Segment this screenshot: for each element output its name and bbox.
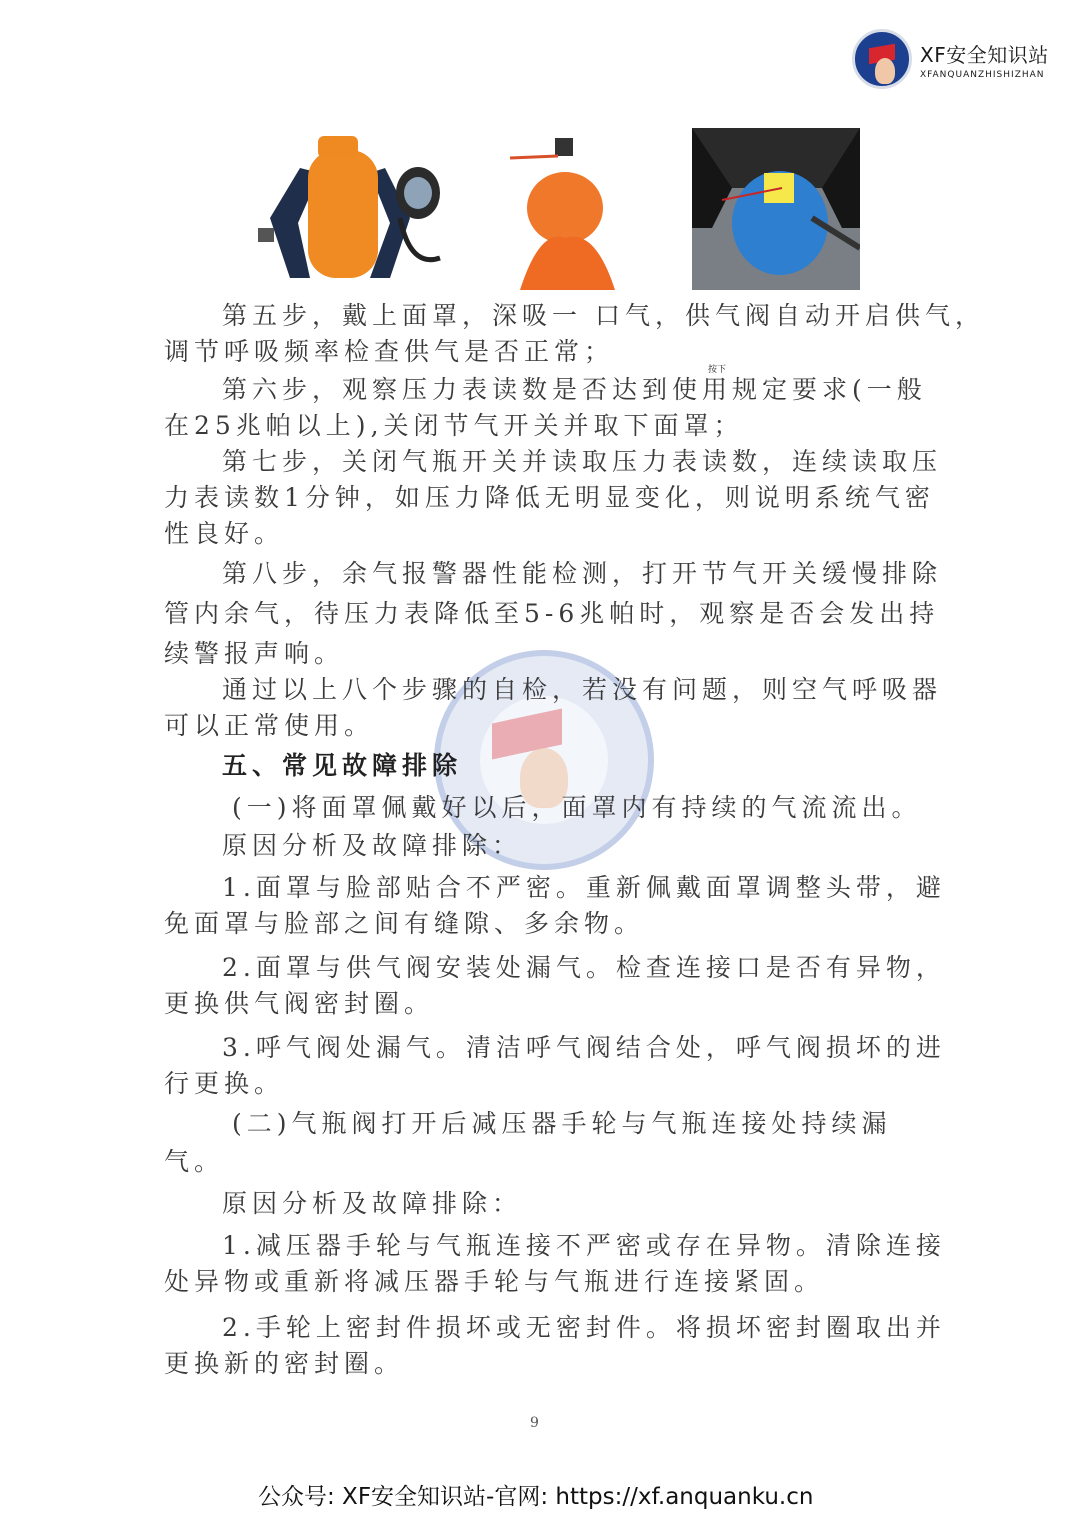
step6-line1: 第六步，观察压力表读数是否达到使用规定要求(一般 [222, 375, 927, 404]
site-logo [852, 28, 1049, 90]
fault1-item1-line1: 1.面罩与脸部贴合不严密。重新佩戴面罩调整头带，避 [222, 873, 946, 902]
step8-line1: 第八步，余气报警器性能检测，打开节气开关缓慢排除 [222, 559, 943, 588]
footer-text: 公众号: XF安全知识站-官网: https://xf.anquanku.cn [258, 1484, 814, 1510]
fault1-item2-line1: 2.面罩与供气阀安装处漏气。检查连接口是否有异物， [222, 953, 946, 982]
cylinder-bag-photo [500, 128, 630, 290]
step7-line2: 力表读数1分钟，如压力降低无明显变化，则说明系统气密 [164, 483, 935, 512]
fault2-title-line1: (二)气瓶阀打开后减压器手轮与气瓶连接处持续漏 [232, 1109, 892, 1138]
step6-line2: 在25兆帕以上),关闭节气开关并取下面罩； [164, 411, 744, 440]
logo-subtitle: XFANQUANZHISHIZHAN [920, 69, 1045, 80]
fault2-item1-line2: 处异物或重新将减压器手轮与气瓶进行连接紧固。 [164, 1267, 825, 1296]
fault2-item1-line1: 1.减压器手轮与气瓶连接不严密或存在异物。清除连接 [222, 1231, 946, 1260]
step5-line2: 调节呼吸频率检查供气是否正常； [164, 337, 615, 366]
step7-line1: 第七步，关闭气瓶开关并读取压力表读数，连续读取压 [222, 447, 943, 476]
fault2-title-line2: 气。 [164, 1147, 225, 1176]
step5-line1: 第五步，戴上面罩，深吸一 口气，供气阀自动开启供气， [222, 301, 985, 330]
fault1-item3-line2: 行更换。 [164, 1069, 285, 1098]
fault2-item2-line2: 更换新的密封圈。 [164, 1349, 405, 1378]
logo-badge-icon [852, 29, 912, 89]
step8-line3: 续警报声响。 [164, 639, 345, 668]
fault2-analysis: 原因分析及故障排除： [222, 1189, 523, 1218]
fault2-item2-line1: 2.手轮上密封件损坏或无密封件。将损坏密封圈取出并 [222, 1313, 946, 1342]
step7-line3: 性良好。 [164, 519, 285, 548]
breathing-apparatus-photo [250, 128, 446, 290]
summary-line2: 可以正常使用。 [164, 711, 375, 740]
step8-line2: 管内余气，待压力表降低至5-6兆帕时，观察是否会发出持 [164, 599, 940, 628]
fault1-analysis: 原因分析及故障排除： [222, 831, 523, 860]
section-title: 五、常见故障排除 [222, 751, 463, 780]
logo-title: XF安全知识站 [920, 42, 1049, 67]
summary-line1: 通过以上八个步骤的自检，若没有问题，则空气呼吸器 [222, 675, 943, 704]
fault1-item2-line2: 更换供气阀密封圈。 [164, 989, 435, 1018]
fault1-item3-line1: 3.呼气阀处漏气。清洁呼气阀结合处，呼气阀损坏的进 [222, 1033, 946, 1062]
mask-valve-photo [692, 128, 860, 290]
photo3-label: 按下 [708, 365, 727, 375]
fault1-title: (一)将面罩佩戴好以后，面罩内有持续的气流流出。 [232, 793, 922, 822]
fault1-item1-line2: 免面罩与脸部之间有缝隙、多余物。 [164, 909, 645, 938]
page-number: 9 [530, 1415, 539, 1431]
